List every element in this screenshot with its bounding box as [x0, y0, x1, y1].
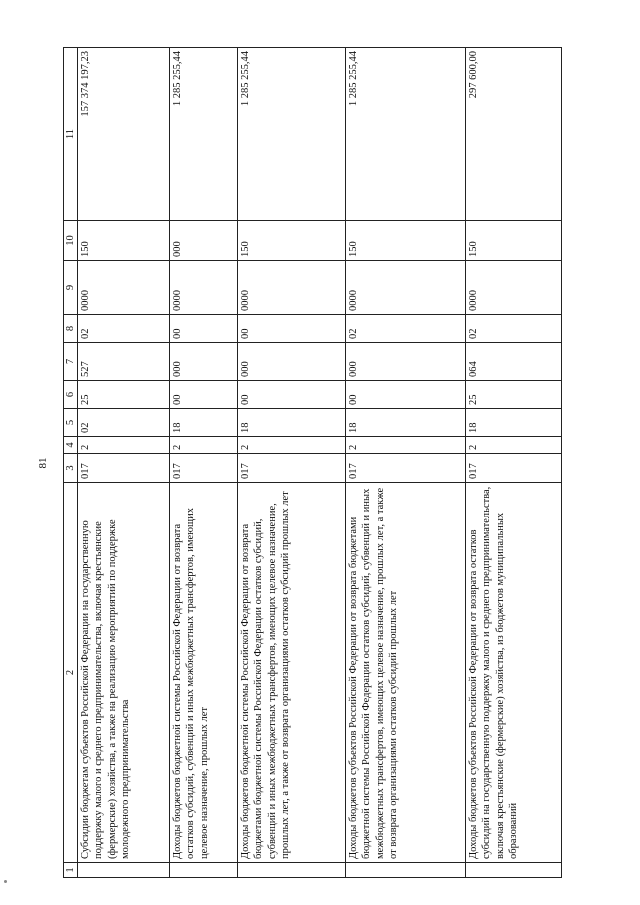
cell-amount: 1 285 255,44: [170, 48, 238, 221]
cell-article: 25: [78, 381, 170, 409]
cell-element: 00: [238, 315, 346, 343]
cell-group: 2: [238, 437, 346, 454]
col-header: 6: [64, 381, 78, 409]
cell-program: 0000: [346, 261, 466, 315]
cell-group: 2: [78, 437, 170, 454]
cell-article: 00: [346, 381, 466, 409]
cell-group: 2: [466, 437, 562, 454]
cell-classification: 000: [170, 221, 238, 261]
cell-article: 00: [170, 381, 238, 409]
cell-group: 2: [170, 437, 238, 454]
page-number: 81: [37, 457, 49, 469]
cell-description: Доходы бюджетов субъектов Российской Федерации от возврата бюджетами бюджетной системы Российской Федерации остатков субсидий, субвенций и иных межбюджетных трансфертов, имеющих целевое назначение, прошлых лет, а также от возврата организациями остатков субсидий прошлых лет: [346, 483, 466, 863]
cell-subarticle: 064: [466, 343, 562, 381]
col-header: 1: [64, 863, 78, 878]
cell-admin-code: 017: [78, 454, 170, 483]
cell-admin-code: 017: [170, 454, 238, 483]
budget-table: [63, 47, 562, 878]
cell-group: 2: [346, 437, 466, 454]
col-header: 7: [64, 343, 78, 381]
cell-subgroup: 02: [78, 409, 170, 437]
cell-index: [170, 863, 238, 878]
cell-amount: 297 600,00: [466, 48, 562, 221]
header-row: [64, 48, 78, 878]
col-header: 10: [64, 221, 78, 261]
rotated-table-container: [37, 48, 573, 878]
cell-article: 00: [238, 381, 346, 409]
table-row: [346, 48, 466, 878]
cell-program: 0000: [170, 261, 238, 315]
cell-element: 00: [170, 315, 238, 343]
cell-description: Доходы бюджетов бюджетной системы Российской Федерации от возврата бюджетами бюджетной системы Российской Федерации остатков субсидий, субвенций и иных межбюджетных трансфертов, имеющих целевое назначение, прошлых лет, а также от возврата организациями остатков субсидий прошлых лет: [238, 483, 346, 863]
cell-admin-code: 017: [238, 454, 346, 483]
cell-article: 25: [466, 381, 562, 409]
col-header: 4: [64, 437, 78, 454]
cell-subarticle: 527: [78, 343, 170, 381]
cell-index: [238, 863, 346, 878]
cell-subarticle: 000: [346, 343, 466, 381]
cell-element: 02: [466, 315, 562, 343]
cell-index: [346, 863, 466, 878]
col-header: 9: [64, 261, 78, 315]
cell-element: 02: [346, 315, 466, 343]
cell-amount: 157 374 197,23: [78, 48, 170, 221]
cell-amount: 1 285 255,44: [346, 48, 466, 221]
cell-classification: 150: [78, 221, 170, 261]
col-header: 5: [64, 409, 78, 437]
cell-description: Субсидии бюджетам субъектов Российской Федерации на государственную поддержку малого и среднего предпринимательства, включая крестьянские (фермерские) хозяйства, а также на реализацию мероприятий по поддержке молодежного предпринимательства: [78, 483, 170, 863]
table-row: [466, 48, 562, 878]
cell-subarticle: 000: [238, 343, 346, 381]
cell-amount: 1 285 255,44: [238, 48, 346, 221]
cell-index: [466, 863, 562, 878]
cell-program: 0000: [466, 261, 562, 315]
cell-subgroup: 18: [238, 409, 346, 437]
col-header: 11: [64, 48, 78, 221]
cell-subgroup: 18: [346, 409, 466, 437]
cell-admin-code: 017: [466, 454, 562, 483]
cell-classification: 150: [238, 221, 346, 261]
table-row: [238, 48, 346, 878]
cell-subgroup: 18: [466, 409, 562, 437]
cell-classification: 150: [346, 221, 466, 261]
cell-index: [78, 863, 170, 878]
scan-speck: [4, 880, 7, 883]
table-row: [170, 48, 238, 878]
cell-element: 02: [78, 315, 170, 343]
cell-classification: 150: [466, 221, 562, 261]
cell-program: 0000: [78, 261, 170, 315]
col-header: 8: [64, 315, 78, 343]
col-header: 3: [64, 454, 78, 483]
cell-admin-code: 017: [346, 454, 466, 483]
cell-description: Доходы бюджетов бюджетной системы Российской Федерации от возврата остатков субсидий, субвенций и иных межбюджетных трансфертов, имеющих целевое назначение, прошлых лет: [170, 483, 238, 863]
cell-program: 0000: [238, 261, 346, 315]
cell-subgroup: 18: [170, 409, 238, 437]
col-header: 2: [64, 483, 78, 863]
cell-subarticle: 000: [170, 343, 238, 381]
cell-description: Доходы бюджетов субъектов Российской Федерации от возврата остатков субсидий на государственную поддержку малого и среднего предпринимательства, включая крестьянские (фермерские) хозяйства, из бюджетов муниципальных образований: [466, 483, 562, 863]
table-row: [78, 48, 170, 878]
